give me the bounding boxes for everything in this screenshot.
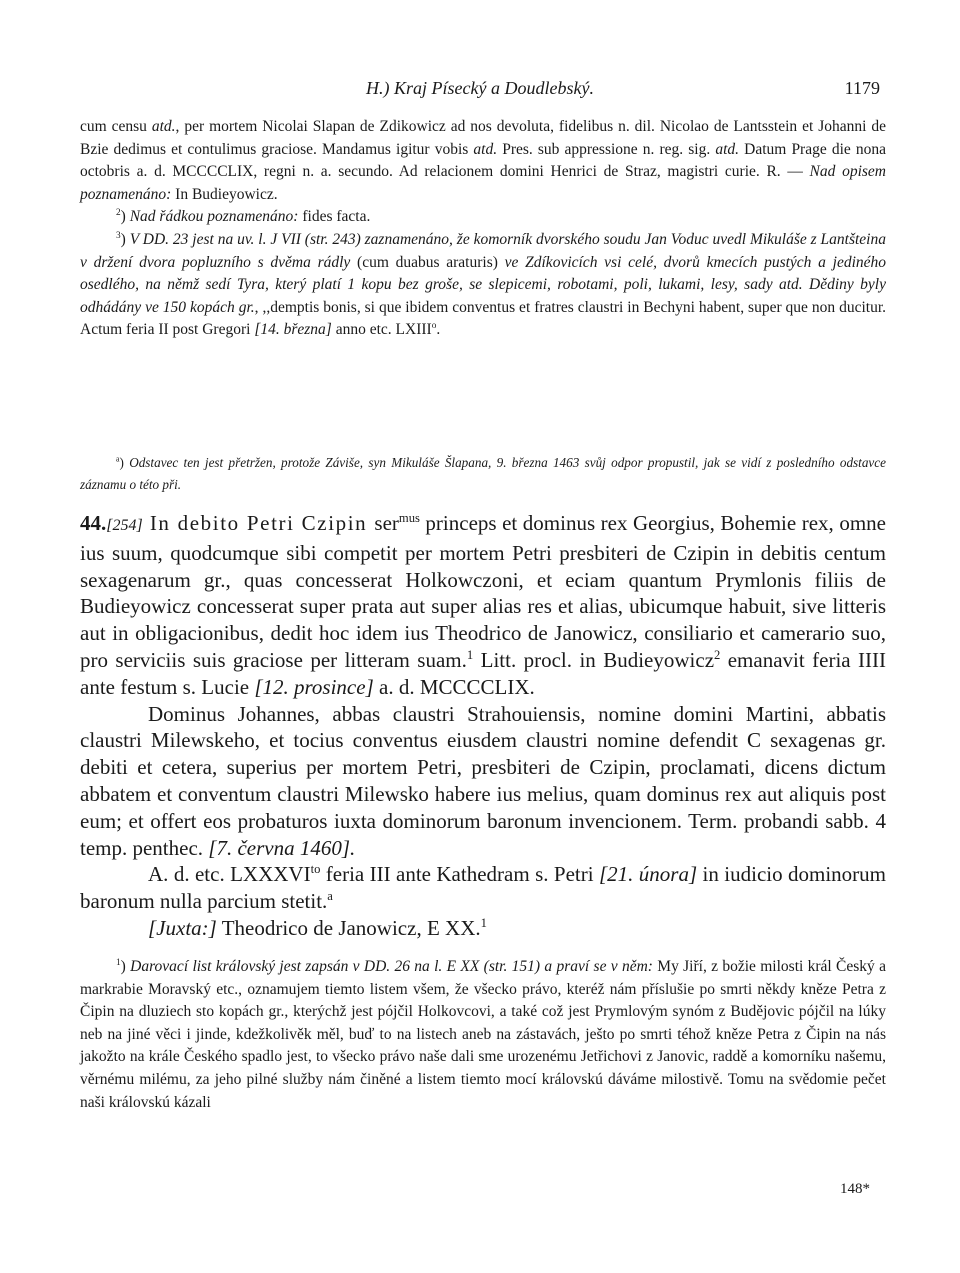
entry-paragraph-2: Dominus Johannes, abbas claustri Strahouiensis, nomine domini Martini, abbatis claustri Milewskeho, et tocius conventus eiusdem claustri nomine defendit C sexagenas gr. debiti et cetera, superius per mortem Petri, presbiteri de Czipin, proclamati, dicens dictum abbatem et conventum claustri Milewsko habere ius melius, quam dominus rex aut aliquis post eum; et offert eos probaturos iuxta dominorum baronum invencionem. Term. probandi sabb. 4 temp. penthec. [7. června 1460]. xyxy=(80,701,886,860)
page-number: 1179 xyxy=(844,78,880,98)
running-head xyxy=(80,76,880,100)
running-title: H.) Kraj Písecký a Doudlebský. xyxy=(366,78,594,98)
entry-ref: [254] xyxy=(106,517,143,534)
entry-number: 44. xyxy=(80,511,107,535)
entry-44 xyxy=(80,510,886,942)
entry-paragraph-3: A. d. etc. $LXXXVI^{to}$ feria III ante Kathedram s. Petri [21. února] in iudicio dominorum baronum nulla parcium stetit.$^a$ xyxy=(80,862,886,914)
continuation-paragraph: cum censu atd., per mortem Nicolai Slapan de Zdikowicz ad nos devoluta, fidelibus n. dil. Nicolao de Lantsstein et Johanni de Bzie dedimus et contulimus graciose. Mandamus igitur vobis atd. Pres. sub appressione n. reg. sig. atd. Datum Prage die nona octobris a. d. MCCCCLIX, regni n. a. secundo. Ad relacionem domini Henrici de Straz, magistri curie. R. — Nad opisem poznamenáno: In Budieyowicz. xyxy=(80,118,887,203)
note-2: $^2$) Nad řádkou poznamenáno: fides facta. xyxy=(116,208,371,226)
entry-paragraph-4: [Juxta:] Theodrico de Janowicz, E XX.$^1$ xyxy=(148,915,487,940)
continuation-note xyxy=(80,116,886,342)
note-a: $^a$) Odstavec ten jest přetržen, protože Záviše, syn Mikuláše Šlapana, 9. března 1463 svůj odpor propustil, jak se vidí z posledního odstavce záznamu o této při. xyxy=(80,454,886,492)
footnote-1: $^1$) Darovací list královský jest zapsán v DD. 26 na l. E XX (str. 151) a praví se v něm: My Jiří, z božie milosti král Český a markrabie Moravský etc., oznamujem tiemto listem všem, že všecko právo, kteréž nám příslušie po smrti někdy kněze Petra z Čipin na dluziech sto kopách gr., kterýchž jest pójčil Holkovcovi, a také což jest Prymlovým synóm z Budějovic pójčil na lúky neb na jiné věci i jinde, kdežkolivěk měl, buď to na listech aneb na zástavách, ješto po smrti téhož kněze Petra z Čipin na nás jakožto na krále Českého spadlo jest, to všecko právo naše dali sme urozenému Jetřichovi z Janovic, raddě a komorníku našemu, věrnému milému, za jeho pilné služby nám činěné a listem tiemto mocí královskú dáváme milostivě. Tomu na svědomie pečet naši královskú kázali xyxy=(80,957,887,1111)
signature-mark: 148* xyxy=(840,1181,870,1197)
entry-paragraph-1: 44.[254] In debito Petri Czipin ser$^{mus}$ princeps et dominus rex Georgius, Bohemie rex, omne ius suum, quodcumque sibi competit per mortem Petri presbiteri de Czipin in debitis centum sexagenarum gr., quas concesserat Holkowczoni, et eciam quantum Prymlonis filiis de Budieyowicz concesserat super prata aut super alias res et alias, ubicumque habuit, sive litteris aut in obligacionibus, dedit hoc idem ius Theodrico de Janowicz, consiliario et camerario suo, pro serviciis suis graciose per litteram suam.$^1$ Litt. procl. in Budieyowicz$^2$ emanavit feria IIII ante festum s. Lucie [12. prosince] a. d. MCCCCLIX. xyxy=(80,511,886,699)
note-3: $^3$) V DD. 23 jest na uv. l. J VII (str. 243) zaznamenáno, že komorník dvorského soudu Jan Voduc uvedl Mikuláše z Lantšteina v držení dvora popluzního s dvěma rádly (cum duabus araturis) ve Zdíkovicích vsi celé, dvorů kmecích pustých a jediného osedlého, na němž sedí Tyra, který platí 1 kopu bez groše, se slepicemi, robotami, poli, lukami, lesy, sady atd. Dědiny byly odhádány ve 150 kopách gr., ,,demptis bonis, si que ibidem conventus et fratres claustri in Bechyni habent, super que non ducitur. Actum feria II post Gregori [14. března] anno etc. LXIII$^o$. xyxy=(80,230,887,339)
